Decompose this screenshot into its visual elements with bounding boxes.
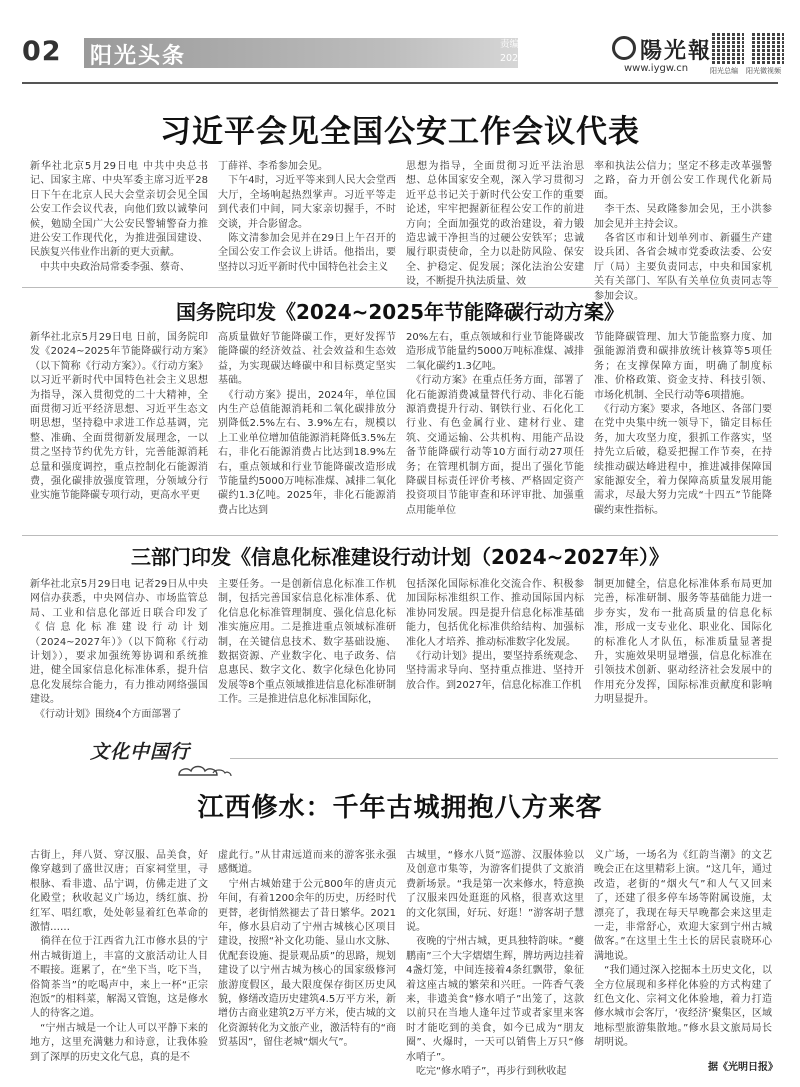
headline-2: 国务院印发《2024~2025年节能降碳行动方案》 [175, 300, 625, 324]
qr-code-icon [752, 32, 784, 64]
article-column: 思想为指导，全面贯彻习近平法治思想、总体国家安全观，深入学习贯彻习近平总书记关于新时代公安工作的重要论述，牢牢把握新征程公安工作的前进方向；全面加强党的政治建设，着力锻造忠诚干净担当的过硬公安铁军；忠诚履行职责使命，全力以赴防风险、保安全、护稳定、促发展；深化法治公安建设，不断提升执法质量、效 [406, 161, 584, 288]
website-url[interactable]: www.iygw.cn [624, 63, 689, 74]
article-column: 高质量做好节能降碳工作，更好发挥节能降碳的经济效益、社会效益和生态效益，为实现碳达峰碳中和目标奠定坚实基础。 《行动方案》提出，2024年，单位国内生产总值能源消耗和二氧化碳排放分别降低2.5%左右、3.9%左右，规模以上工业单位增加值能源消耗降低3.5%左右，非化石能源消费占比达到18.9%左右，重点领域和行业节能降碳改造形成节能量约5000万吨标准煤、减排二氧化碳约1.3亿吨。2025年，非化石能源消费占比达到 [218, 332, 396, 516]
article-source: 据《光明日报》 [708, 1062, 778, 1073]
logo-icon [612, 36, 636, 60]
headline-1: 习近平会见全国公安工作会议代表 [160, 114, 640, 150]
section-band [84, 38, 518, 68]
header-rule [22, 82, 778, 84]
section-divider [22, 287, 778, 288]
cloud-ornament-icon [175, 761, 235, 779]
editor-line: 责编 王怡纯 校对 王燮 [500, 39, 595, 50]
qr-caption: 阳光微视频 [746, 67, 781, 75]
article-column: 率和执法公信力；坚定不移走改革强警之路，奋力开创公安工作现代化新局面。 李干杰、吴政隆参加会见，王小洪参加会见并主持会议。 各省区市和计划单列市、新疆生产建设兵团、各省会城市党委政法委、公安厅（局）主要负责同志，中央和国家机关有关部门、军队有关单位负责同志等参加会议。 [594, 161, 772, 302]
section-name: 阳光头条 [90, 44, 187, 69]
article-column: 制更加健全，信息化标准体系布局更加完善，标准研制、服务等基础能力进一步夯实，发布一批高质量的信息化标准，形成一支专业化、职业化、国际化的标准化人才队伍，标准质量显著提升，实施效果明显增强，信息化标准在引领技术创新、驱动经济社会发展中的作用充分发挥，国际标准贡献度和影响力明显提升。 [594, 579, 772, 706]
newspaper-logo [612, 34, 712, 65]
article-3-body [30, 578, 772, 728]
article-column: 新华社北京5月29日电 中共中央总书记、国家主席、中央军委主席习近平28日下午在北京人民大会堂亲切会见全国公安工作会议代表，向他们致以诚挚问候，勉励全国广大公安民警辅警奋力推进公安工作现代化，为推进强国建设、民族复兴伟业作出新的更大贡献。 中共中央政治局常委李强、蔡奇、 [30, 161, 208, 273]
article-1-body [30, 160, 772, 302]
logo-text: 陽光報 [640, 38, 713, 64]
article-column: 包括深化国际标准化交流合作、积极参加国际标准组织工作、推动国际国内标准协同发展。四是提升信息化标准基础能力，包括优化标准供给结构、加强标准化人才培养、推动标准数字化发展。 《行动计划》提出，要坚持系统观念、坚持需求导向、坚持重点推进、坚持开放合作。到2027年，信息化标准工作机 [406, 579, 584, 691]
article-column: 古街上，拜八贤、穿汉服、品美食，好像穿越到了盛世汉唐；百家祠堂里，寻根脉、看非遗、品宁调，仿佛走进了文化殿堂；秋收起义广场边，绣红旗、扮红军、唱红歌，处处彰显着红色革命的激情…… 徜徉在位于江西省九江市修水县的宁州古城街道上，丰富的文旅活动让人目不暇接。逛累了，在“坐下当，吃下当，俗简茶当”的吃喝声中，来上一杯“正宗泡饭”的相料菜，解渴又管饱，这是修水人的待客之道。 “宁州古城是一个让人可以平静下来的地方，这里充满魅力和诗意，让我体验到了深厚的历史文化气息，真的是不 [30, 850, 208, 1063]
banner-rule [230, 758, 778, 759]
page-number: 02 [22, 36, 62, 67]
article-column: 新华社北京5月29日电 日前，国务院印发《2024~2025年节能降碳行动方案》（以下简称《行动方案》）。《行动方案》以习近平新时代中国特色社会主义思想为指导，深入贯彻党的二十大精神，全面贯彻习近平经济思想、习近平生态文明思想，坚持稳中求进工作总基调，完整、准确、全面贯彻新发展理念，一以贯之坚持节约优先方针，完善能源消耗总量和强度调控，重点控制化石能源消费，强化碳排放强度管理，分领域分行业实施节能降碳专项行动，更高水平更 [30, 332, 208, 502]
article-column: 新华社北京5月29日电 记者29日从中央网信办获悉，中央网信办、市场监管总局、工业和信息化部近日联合印发了《信息化标准建设行动计划（2024~2027年）》（以下简称《行动计划》），要求加强统筹协调和系统推进，健全国家信息化标准体系，提升信息化发展综合能力，有力推动网络强国建设。 《行动计划》围绕4个方面部署了 [30, 579, 208, 720]
page-header [22, 32, 781, 78]
article-2-body [30, 331, 772, 531]
headline-4: 江西修水：千年古城拥抱八方来客 [197, 793, 603, 823]
article-column: 20%左右，重点领域和行业节能降碳改造形成节能量约5000万吨标准煤、减排二氧化碳约1.3亿吨。 《行动方案》在重点任务方面，部署了化石能源消费减量替代行动、非化石能源消费提升行动、钢铁行业、石化化工行业、有色金属行业、建材行业、建筑、交通运输、公共机构、用能产品设备节能降碳行动等10方面行动27项任务；在管理机制方面，提出了强化节能降碳目标责任评价考核、严格固定资产投资项目节能审查和环评审批、加强重点用能单位 [406, 332, 584, 516]
date-line: 2024年5月30日 星期四 [500, 53, 603, 64]
culture-banner [80, 735, 220, 775]
qr-code-icon [712, 32, 744, 64]
banner-text: 文化中国行 [90, 741, 191, 763]
article-column: 丁薛祥、李希参加会见。 下午4时，习近平等来到人民大会堂西大厅，全场响起热烈掌声。习近平等走到代表们中间，同大家亲切握手，不时交谈，并合影留念。 陈文清参加会见并在29日上午召开的全国公安工作会议上讲话。他指出，要坚持以习近平新时代中国特色社会主义 [218, 161, 396, 273]
headline-3: 三部门印发《信息化标准建设行动计划（2024~2027年）》 [130, 545, 670, 569]
qr-caption: 阳光总编 [710, 67, 738, 75]
article-column: 节能降碳管理、加大节能监察力度、加强能源消费和碳排放统计核算等5项任务；在支撑保障方面，明确了制度标准、价格政策、资金支持、科技引领、市场化机制、全民行动等6项措施。 《行动方案》要求，各地区、各部门要在党中央集中统一领导下，锚定目标任务，加大攻坚力度，狠抓工作落实，坚持先立后破，稳妥把握工作节奏，在持续推动碳达峰进程中，推进减排保障国家能源安全，着力保障高质量发展用能需求，尽最大努力完成“十四五”节能降碳约束性指标。 [594, 332, 772, 516]
article-column: 义广场，一场名为《红韵当潮》的文艺晚会正在这里精彩上演。“这几年，通过改造，老街的“烟火气”和人气又回来了，还建了很多停车场等附属设施，太漂亮了，我现在每天早晚都会来这里走一走，非常舒心，欢迎大家到宁州古城做客。”在这里土生土长的居民袁晓环心满地说。 “我们通过深入挖掘本土历史文化，以全方位展现和多样化体验的方式构建了红色文化、宗祠文化体验地，着力打造修水城市会客厅，‘夜经济’聚集区，区域地标型旅游集散地。”修水县文旅局局长胡明说。 [594, 850, 772, 1049]
article-column: 古城里，“修水八贤”巡游、汉服体验以及创意市集等，为游客们提供了文旅消费新场景。“我是第一次来修水，特意换了汉服来四处逛逛的风格，很喜欢这里的文化氛围，好玩、好逛！”游客胡子慧说。 夜晚的宁州古城，更具独特韵味。“夔鹏南”三个大字熠熠生辉，牌坊两边挂着4盏灯笼，中间连接着4条红飘带，象征着这座古城的繁荣和兴旺。一阵香气袭来，非遗美食“修水哨子”出笼了，这款以前只在当地人逢年过节或者家里来客时才能吃到的美食，如今已成为“朋友圈”、火爆时，一天可以销售上万只“修水哨子”。 吃完“修水哨子”，再步行到秋收起 [406, 850, 584, 1078]
article-column: 虚此行。”从甘肃远道而来的游客张永强感慨道。 宁州古城始建于公元800年的唐贞元年间，有着1200余年的历史，历经时代更替，老街悄然褪去了昔日繁华。2021年，修水县启动了宁州古城核心区项目建设，按照“补文化功能、显山水文脉、优配套设施、提景观品质”的思路，规划建设了以宁州古城为核心的国家级修河旅游度假区，最大限度保存街区历史风貌，修缮改造历史建筑4.5万平方米，新增仿古商业建筑2万平方米，使古城的文化资源转化为文旅产业，激活特有的“商贸基因”，留住老城“烟火气”。 [218, 850, 396, 1049]
section-divider [22, 535, 778, 536]
article-column: 主要任务。一是创新信息化标准工作机制，包括完善国家信息化标准体系、优化信息化标准管理制度、强化信息化标准实施应用。二是推进重点领域标准研制，在关键信息技术、数字基础设施、数据资源、产业数字化、电子政务、信息惠民、数字文化、数字化绿色化协同发展等8个重点领域推进信息化标准研制工作。三是推进信息化标准国际化， [218, 579, 396, 706]
